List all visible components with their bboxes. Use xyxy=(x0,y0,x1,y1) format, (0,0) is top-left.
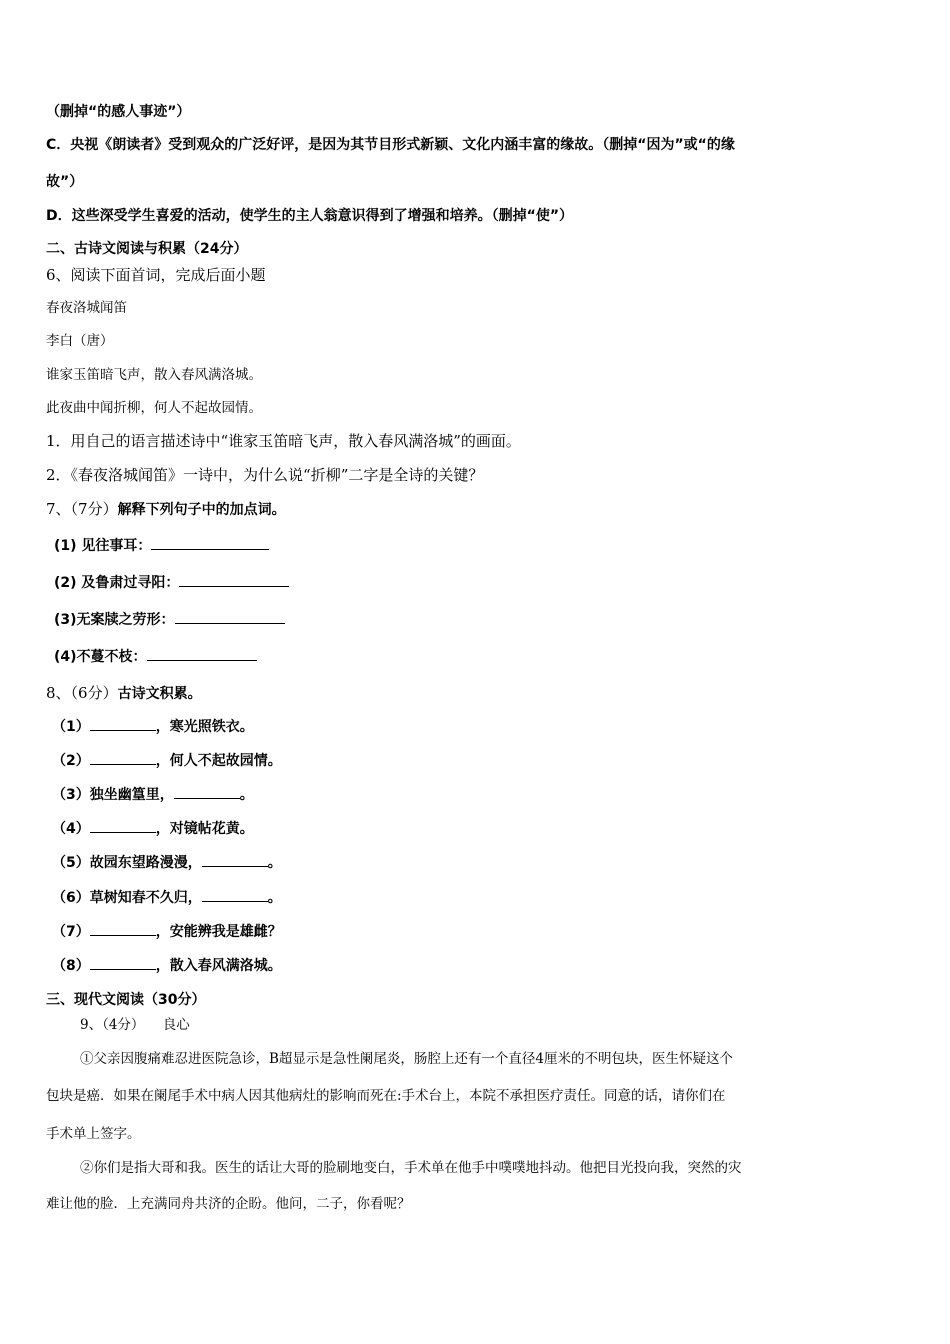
q8-item-6: （6）草树知春不久归， 。 xyxy=(52,887,282,909)
q9-heading xyxy=(80,1014,190,1036)
option-b-note: （删掉“的感人事迹”） xyxy=(46,104,191,120)
q6-sub-1: 1．用自己的语言描述诗中“谁家玉笛暗飞声，散入春风满洛城”的画面。 xyxy=(46,432,521,450)
q7-item-1: (1) 见往事耳： xyxy=(54,535,269,557)
q8-item-3: （3）独坐幽篁里， 。 xyxy=(52,784,254,806)
section-2-heading: 二、古诗文阅读与积累（24分） xyxy=(46,241,248,257)
q8-heading xyxy=(46,682,202,705)
q7-title: 解释下列句子中的加点词。 xyxy=(117,502,286,518)
passage-p2-line-1: ②你们是指大哥和我。医生的话让大哥的脸刷地变白，手术单在他手中噗噗地抖动。他把目光投向我，突然的灾 xyxy=(80,1160,742,1176)
answer-blank[interactable] xyxy=(175,609,285,624)
answer-blank[interactable] xyxy=(202,852,268,867)
q8-item-1: （1） ，寒光照铁衣。 xyxy=(52,716,254,738)
answer-blank[interactable] xyxy=(174,784,240,799)
q7-heading xyxy=(46,498,286,521)
q7-item-4: (4)不蔓不枝： xyxy=(54,646,257,668)
answer-blank[interactable] xyxy=(151,535,269,550)
answer-blank[interactable] xyxy=(90,818,156,833)
q8-item-8: （8） ，散入春风满洛城。 xyxy=(52,955,282,977)
answer-blank[interactable] xyxy=(90,921,156,936)
q9-title: 良心 xyxy=(162,1017,190,1033)
q7-item-3: (3)无案牍之劳形： xyxy=(54,609,285,631)
passage-p1-line-3: 手术单上签字。 xyxy=(46,1126,141,1142)
poem-title: 春夜洛城闻笛 xyxy=(46,300,127,316)
q8-item-2: （2） ，何人不起故园情。 xyxy=(52,750,282,772)
q6-prompt: 6、阅读下面首词，完成后面小题 xyxy=(46,266,266,284)
q8-prefix: 8、（6分） xyxy=(46,684,118,702)
answer-blank[interactable] xyxy=(202,887,268,902)
q8-title: 古诗文积累。 xyxy=(117,686,202,702)
q8-item-7: （7） ，安能辨我是雄雌？ xyxy=(52,921,282,943)
poem-line-1: 谁家玉笛暗飞声，散入春风满洛城。 xyxy=(46,367,262,383)
answer-blank[interactable] xyxy=(179,572,289,587)
answer-blank[interactable] xyxy=(90,716,156,731)
option-c-line-1: C．央视《朗读者》受到观众的广泛好评，是因为其节目形式新颖、文化内涵丰富的缘故。（删掉“因为”或“的缘 xyxy=(46,137,735,153)
option-d: D．这些深受学生喜爱的活动，使学生的主人翁意识得到了增强和培养。（删掉“使”） xyxy=(46,208,574,224)
section-3-heading: 三、现代文阅读（30分） xyxy=(46,992,206,1008)
answer-blank[interactable] xyxy=(147,646,257,661)
answer-blank[interactable] xyxy=(90,750,156,765)
option-c-line-2: 故”） xyxy=(46,174,84,190)
q7-prefix: 7、（7分） xyxy=(46,500,118,518)
q6-sub-2: 2．《春夜洛城闻笛》一诗中，为什么说“折柳”二字是全诗的关键？ xyxy=(46,466,484,484)
q8-item-5: （5）故园东望路漫漫， 。 xyxy=(52,852,282,874)
poem-line-2: 此夜曲中闻折柳，何人不起故园情。 xyxy=(46,400,262,416)
poem-author: 李白（唐） xyxy=(46,333,114,349)
passage-p1-line-1: ①父亲因腹痛难忍进医院急诊，B超显示是急性阑尾炎，肠腔上还有一个直径4厘米的不明包块，医生怀疑这个 xyxy=(80,1051,734,1067)
answer-blank[interactable] xyxy=(90,955,156,970)
passage-p2-line-2: 难让他的脸．上充满同舟共济的企盼。他问，二子，你看呢？ xyxy=(46,1196,411,1212)
q7-item-2: (2) 及鲁肃过寻阳： xyxy=(54,572,289,594)
q9-prefix: 9、（4分） xyxy=(80,1017,145,1033)
passage-p1-line-2: 包块是癌．如果在阑尾手术中病人因其他病灶的影响而死在:手术台上，本院不承担医疗责任。同意的话，请你们在 xyxy=(46,1088,726,1104)
q8-item-4: （4） ，对镜帖花黄。 xyxy=(52,818,254,840)
